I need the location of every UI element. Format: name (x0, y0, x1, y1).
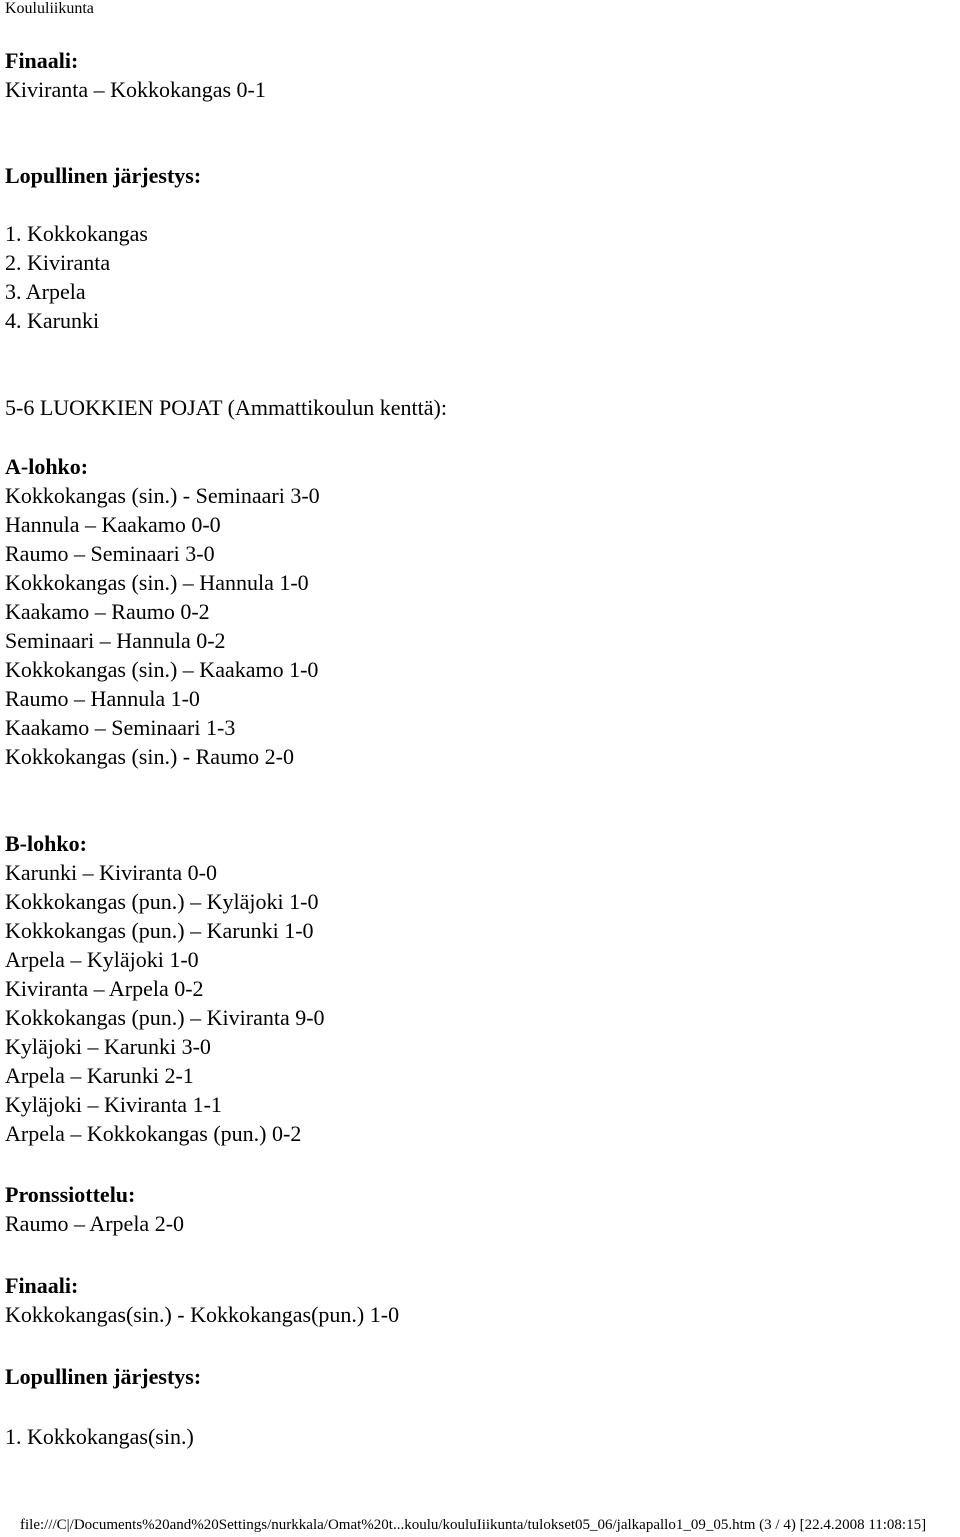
match-row: Karunki – Kiviranta 0-0 (5, 860, 217, 885)
b-lohko-heading: B-lohko: (5, 831, 87, 856)
match-row: Raumo – Hannula 1-0 (5, 686, 200, 711)
document-content (5, 46, 945, 1451)
match-row: Arpela – Kokkokangas (pun.) 0-2 (5, 1121, 302, 1146)
finaali-heading: Finaali: (5, 48, 79, 73)
match-row: Raumo – Seminaari 3-0 (5, 541, 215, 566)
list-item: 2. Kiviranta (5, 250, 111, 275)
list-item: 1. Kokkokangas(sin.) (5, 1424, 194, 1449)
finaali2-heading: Finaali: (5, 1273, 79, 1298)
list-item: 1. Kokkokangas (5, 221, 148, 246)
finaali-match: Kiviranta – Kokkokangas 0-1 (5, 77, 266, 102)
match-row: Kokkokangas (pun.) – Karunki 1-0 (5, 918, 314, 943)
match-row: Arpela – Kyläjoki 1-0 (5, 947, 199, 972)
a-lohko-heading: A-lohko: (5, 454, 89, 479)
match-row: Kokkokangas (sin.) – Kaakamo 1-0 (5, 657, 319, 682)
match-row: Kokkokangas (pun.) – Kyläjoki 1-0 (5, 889, 319, 914)
list-item: 4. Karunki (5, 308, 100, 333)
match-row: Kokkokangas (sin.) - Seminaari 3-0 (5, 483, 320, 508)
match-row: Arpela – Karunki 2-1 (5, 1063, 194, 1088)
match-row: Kaakamo – Seminaari 1-3 (5, 715, 236, 740)
finaali2-match: Kokkokangas(sin.) - Kokkokangas(pun.) 1-0 (5, 1302, 400, 1327)
match-row: Kokkokangas (pun.) – Kiviranta 9-0 (5, 1005, 325, 1030)
jarjestys-heading: Lopullinen järjestys: (5, 163, 202, 188)
page-footer-url: file:///C|/Documents%20and%20Settings/nurkkala/Omat%20t...koulu/kouluIiikunta/tulokset05_06/jalkapallo1_09_05.htm (3 / 4) [22.4.2008 11:08:15] (20, 1517, 927, 1533)
b-lohko-matches (5, 858, 945, 1148)
list-item: 3. Arpela (5, 279, 86, 304)
pronssi-match: Raumo – Arpela 2-0 (5, 1211, 185, 1236)
match-row: Seminaari – Hannula 0-2 (5, 628, 226, 653)
standings-list (5, 219, 945, 335)
match-row: Kokkokangas (sin.) – Hannula 1-0 (5, 570, 309, 595)
match-row: Kyläjoki – Karunki 3-0 (5, 1034, 211, 1059)
match-row: Hannula – Kaakamo 0-0 (5, 512, 221, 537)
a-lohko-matches (5, 481, 945, 771)
match-row: Kaakamo – Raumo 0-2 (5, 599, 210, 624)
match-row: Kyläjoki – Kiviranta 1-1 (5, 1092, 222, 1117)
jarjestys2-heading: Lopullinen järjestys: (5, 1364, 202, 1389)
section-title: 5-6 LUOKKIEN POJAT (Ammattikoulun kenttä): (5, 395, 447, 420)
match-row: Kokkokangas (sin.) - Raumo 2-0 (5, 744, 295, 769)
match-row: Kiviranta – Arpela 0-2 (5, 976, 204, 1001)
page-header: Koululiikunta (5, 0, 94, 17)
pronssi-heading: Pronssiottelu: (5, 1182, 136, 1207)
